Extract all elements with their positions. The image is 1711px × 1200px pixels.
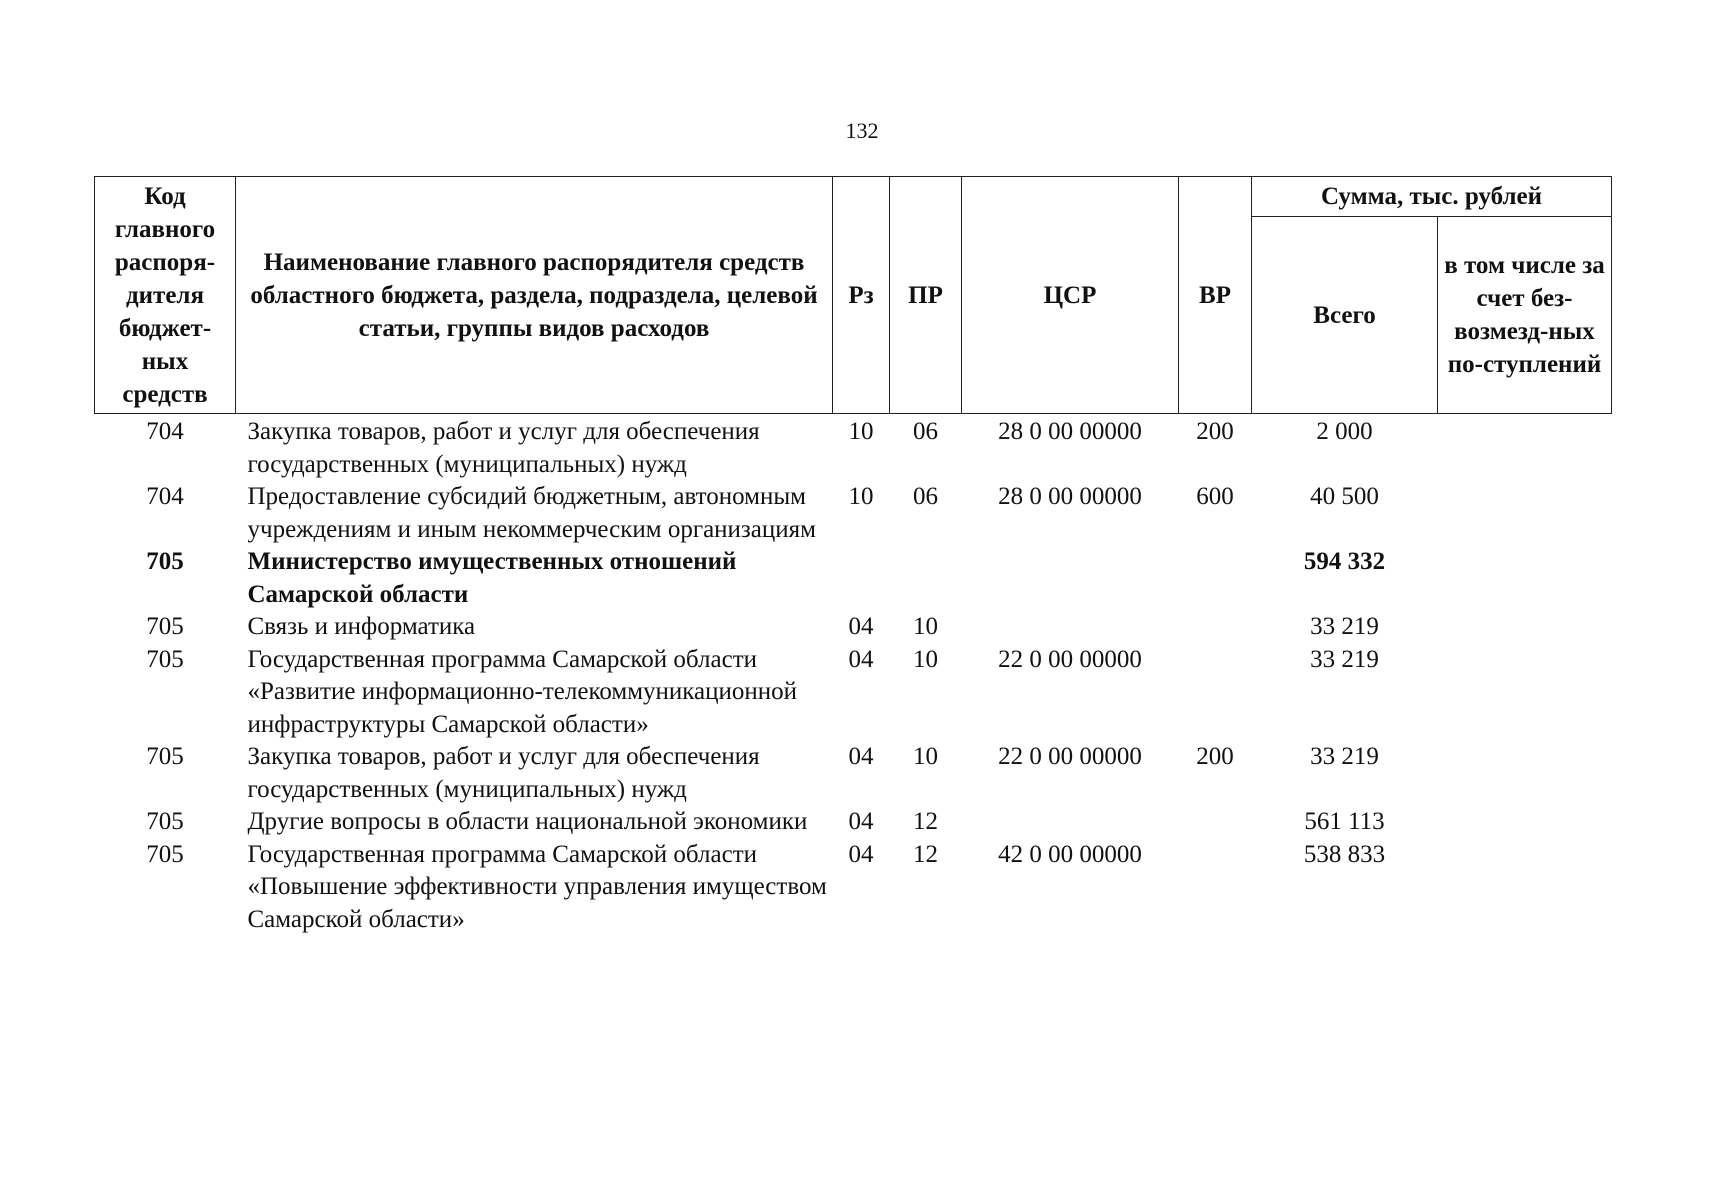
cell-rz: 10 [848,483,874,510]
cell-total: 2 000 [1316,418,1373,445]
table-row [95,481,1612,546]
header-total-text: Всего [1313,301,1376,329]
cell-code: 705 [146,548,184,575]
cell-vr: 200 [1196,418,1234,445]
header-sum [1252,177,1612,217]
table-row [95,839,1612,937]
cell-pr: 06 [913,418,938,445]
header-total [1252,217,1438,414]
header-name [236,177,833,414]
cell-incl [1438,644,1612,742]
cell-incl [1438,414,1612,482]
cell-incl [1438,741,1612,806]
cell-csr [962,806,1179,839]
cell-name: Предоставление субсидий бюджетным, автономным учреждениям и иным некоммерческим организациям [247,483,816,543]
cell-code: 705 [146,743,184,770]
cell-rz: 04 [848,808,874,835]
cell-pr: 06 [913,483,938,510]
cell-vr [1179,546,1252,611]
cell-pr: 10 [913,645,938,673]
cell-pr: 12 [913,808,938,835]
cell-csr: 22 0 00 00000 [998,645,1142,673]
cell-name: Закупка товаров, работ и услуг для обеспечения государственных (муниципальных) нужд [247,418,760,478]
header-vr [1179,177,1252,414]
cell-pr: 10 [913,743,938,770]
cell-csr: 22 0 00 00000 [998,743,1142,770]
cell-code: 705 [146,645,184,673]
cell-rz: 10 [848,418,874,445]
header-csr-text: ЦСР [1043,281,1097,309]
cell-rz [833,546,890,611]
cell-total: 594 332 [1303,548,1386,575]
budget-table [94,176,1612,936]
cell-vr: 600 [1196,483,1234,510]
cell-pr: 12 [913,840,938,868]
cell-name: Другие вопросы в области национальной экономики [247,808,808,835]
cell-code: 705 [146,808,184,835]
cell-code: 704 [146,483,184,510]
cell-vr: 200 [1196,743,1234,770]
header-incl [1438,217,1612,414]
cell-name: Закупка товаров, работ и услуг для обеспечения государственных (муниципальных) нужд [247,743,760,803]
cell-name: Государственная программа Самарской области «Повышение эффективности управления имуществом Самарской области» [247,840,827,933]
cell-total: 33 219 [1310,613,1379,640]
cell-csr [962,546,1179,611]
cell-vr [1179,806,1252,839]
budget-table-container [94,176,1612,936]
table-row [95,741,1612,806]
header-vr-text: ВР [1199,281,1231,309]
cell-csr: 42 0 00 00000 [998,840,1142,868]
header-csr [962,177,1179,414]
header-sum-text: Сумма, тыс. рублей [1320,183,1543,211]
cell-name: Государственная программа Самарской области «Развитие информационно-телекоммуникационной инфраструктуры Самарской области» [247,645,798,738]
cell-rz: 04 [848,645,874,673]
header-pr-text: ПР [908,281,943,309]
cell-vr [1179,839,1252,937]
cell-name: Связь и информатика [247,613,476,640]
cell-code: 705 [146,840,184,868]
cell-vr [1179,611,1252,644]
cell-rz: 04 [848,840,874,868]
cell-pr: 10 [913,613,938,640]
cell-total: 33 219 [1310,743,1379,770]
cell-incl [1438,546,1612,611]
header-pr [890,177,962,414]
table-row [95,546,1612,611]
table-row [95,414,1612,482]
cell-pr [890,546,962,611]
cell-csr: 28 0 00 00000 [998,483,1142,510]
cell-rz: 04 [848,613,874,640]
cell-incl [1438,839,1612,937]
header-name-text: Наименование главного распорядителя средств областного бюджета, раздела, подраздела, целевой статьи, группы видов расходов [250,248,818,342]
header-code-text: Код главного распоря-дителя бюджет-ных средств [114,182,216,408]
cell-incl [1438,611,1612,644]
table-row [95,806,1612,839]
cell-incl [1438,806,1612,839]
cell-code: 705 [146,613,184,640]
cell-csr: 28 0 00 00000 [998,418,1142,445]
cell-rz: 04 [848,743,874,770]
cell-total: 538 833 [1303,840,1386,868]
table-body [95,414,1612,937]
cell-csr [962,611,1179,644]
table-row [95,611,1612,644]
header-code [95,177,236,414]
cell-total: 33 219 [1310,645,1379,673]
cell-name: Министерство имущественных отношений Самарской области [247,548,737,608]
header-rz [833,177,890,414]
cell-vr [1179,644,1252,742]
page-number: 132 [845,118,879,143]
cell-code: 704 [146,418,184,445]
cell-total: 561 113 [1304,808,1385,835]
header-incl-text: в том числе за счет без-возмезд-ных по-ступлений [1444,252,1605,379]
table-header [95,177,1612,414]
cell-incl [1438,481,1612,546]
cell-total: 40 500 [1310,483,1379,510]
header-rz-text: Рз [848,281,874,309]
table-row [95,644,1612,742]
